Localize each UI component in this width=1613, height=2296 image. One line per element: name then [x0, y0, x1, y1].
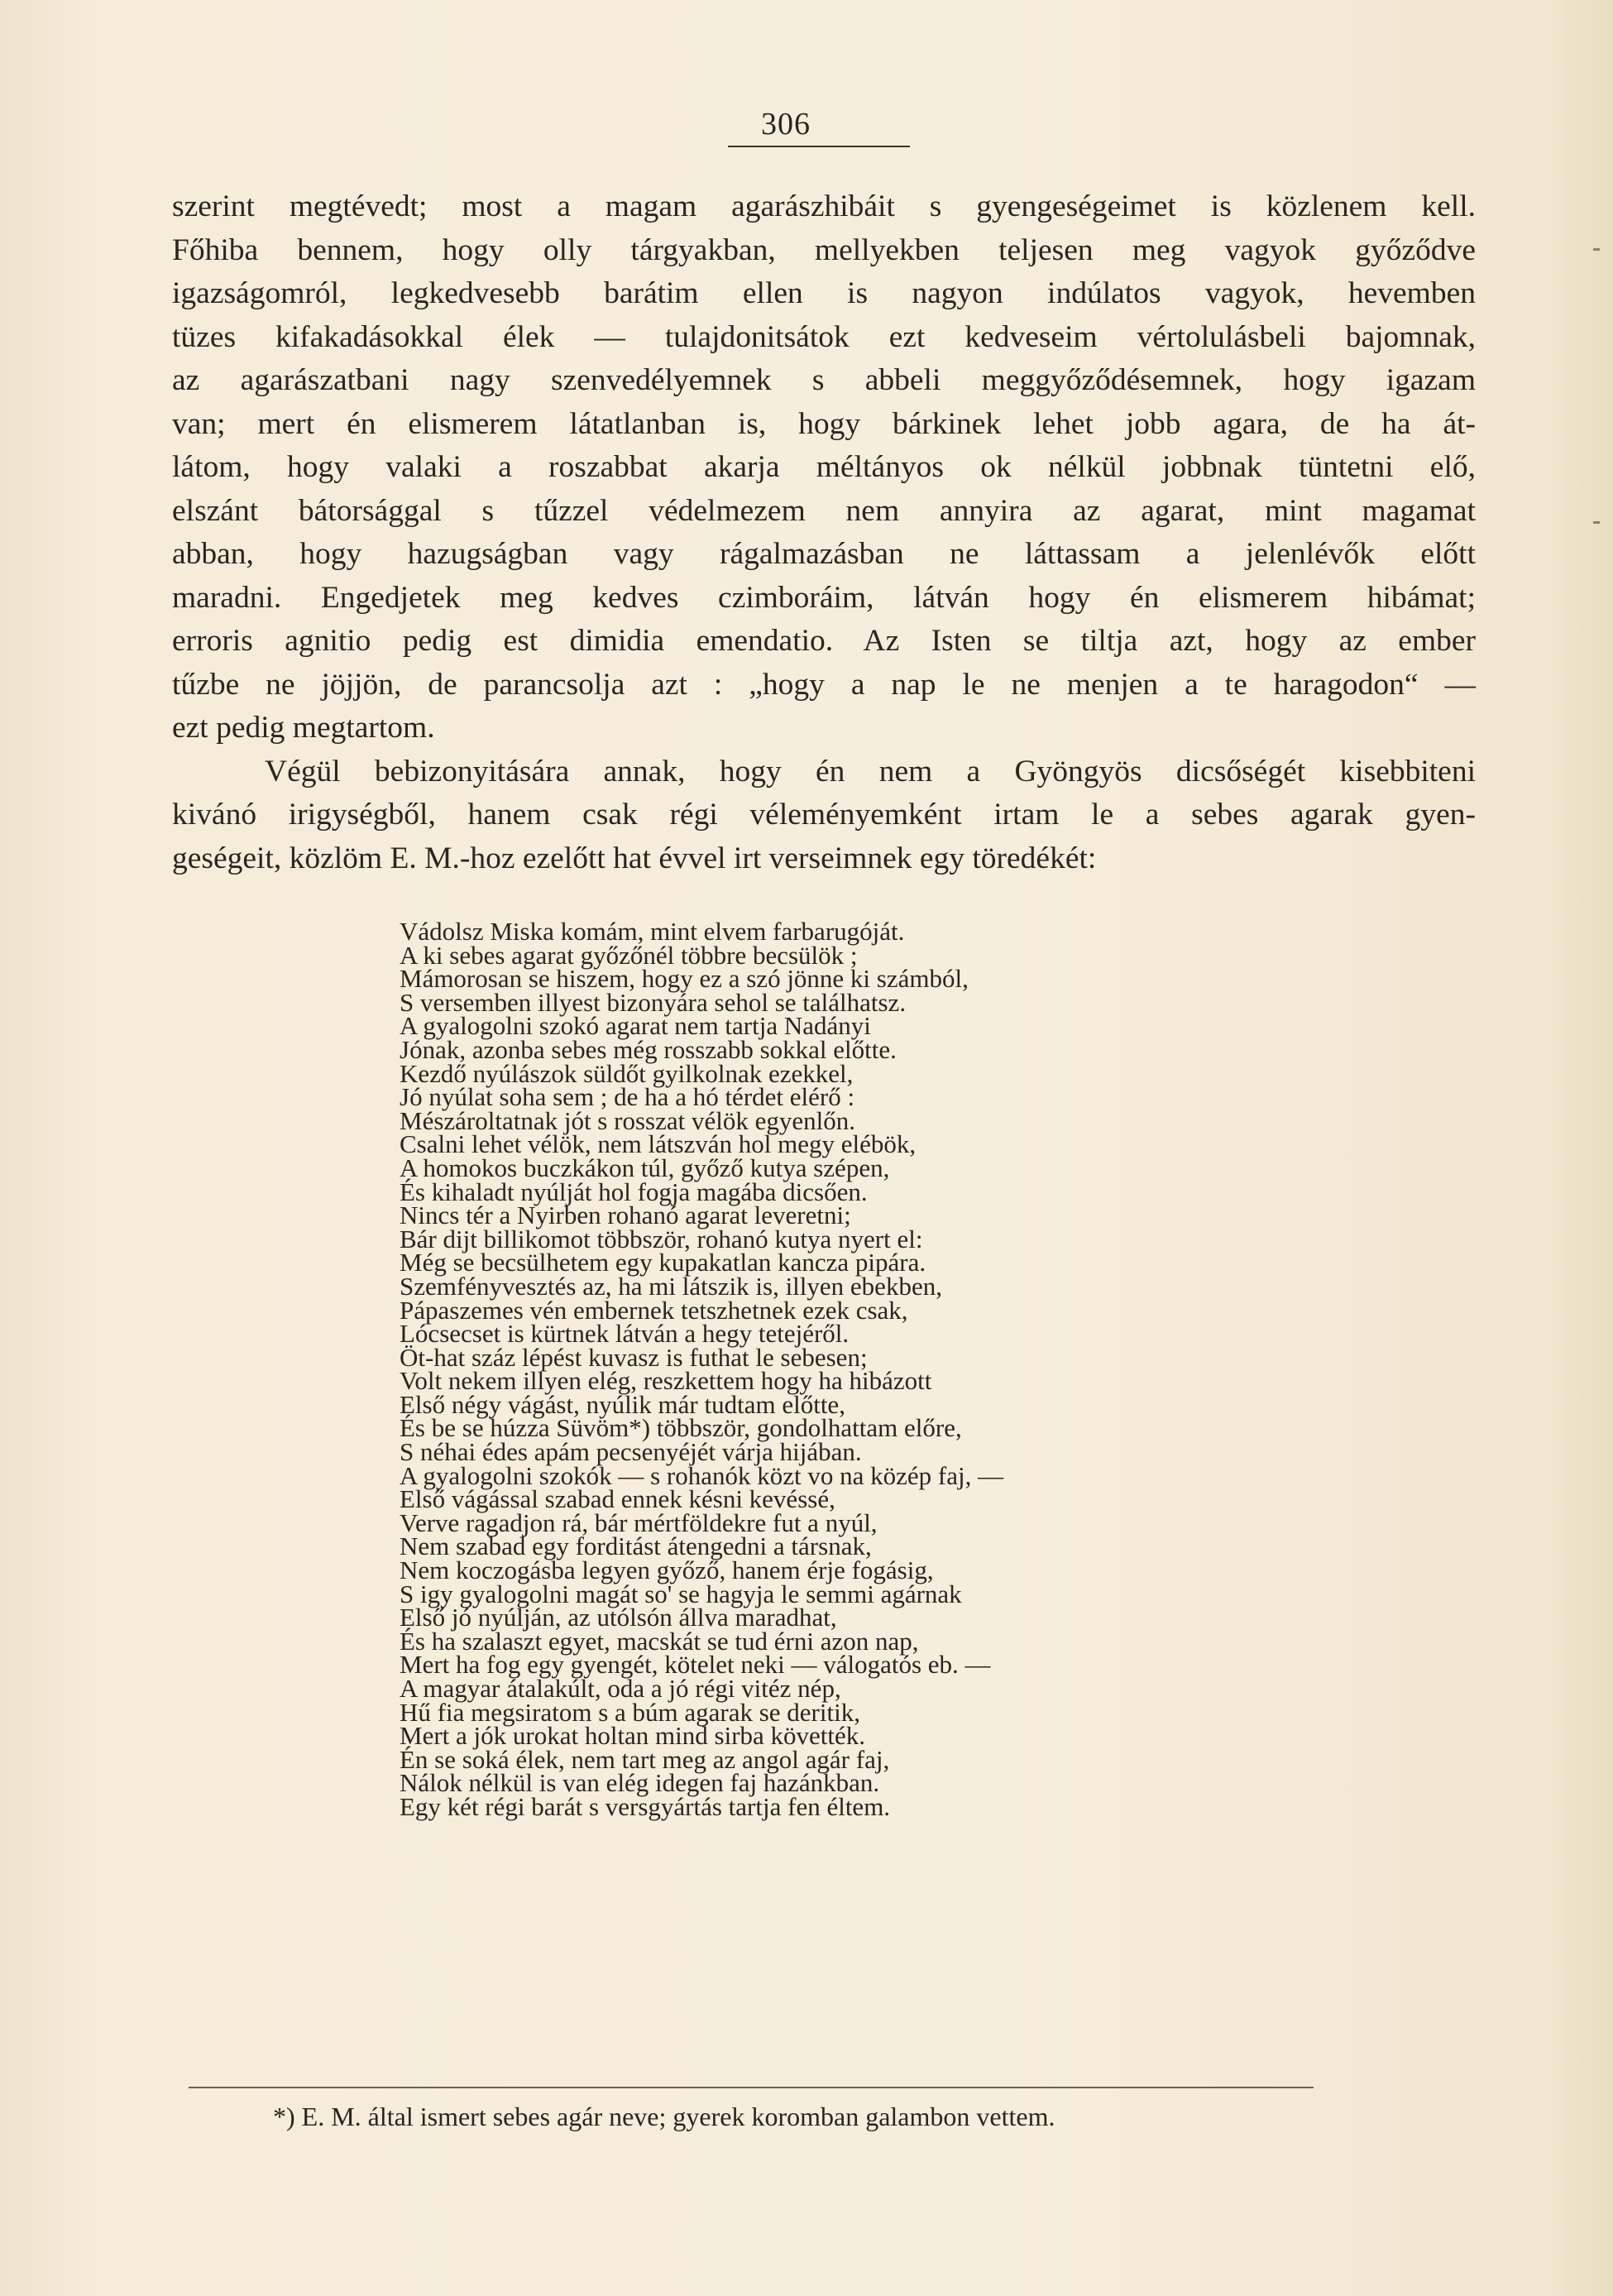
poem-line: Bár dijt billikomot többször, rohanó kutya nyert el:	[400, 1224, 923, 1253]
poem-line: Mert ha fog egy gyengét, kötelet neki — válogatós eb. —	[400, 1650, 991, 1680]
poem-line: A gyalogolni szokó agarat nem tartja Nadányi	[400, 1011, 871, 1041]
poem-line: Nem szabad egy forditást átengedni a társnak,	[400, 1531, 872, 1561]
text-line: erroris agnitio pedig est dimidia emendatio. Az Isten se tiltja azt, hogy az ember	[172, 624, 1476, 658]
poem-line: S néhai édes apám pecsenyéjét várja hijában.	[400, 1437, 862, 1467]
page-number: 306	[761, 107, 811, 141]
poem	[400, 917, 1004, 1821]
poem-line: Első négy vágást, nyúlik már tudtam előtte,	[400, 1389, 845, 1419]
poem-line: És kihaladt nyúlját hol fogja magába dicsően.	[400, 1177, 868, 1206]
text-line: elszánt bátorsággal s tűzzel védelmezem nem annyira az agarat, mint magamat	[172, 493, 1476, 528]
margin-mark	[1593, 521, 1600, 524]
poem-line: A homokos buczkákon túl, győző kutya szépen,	[400, 1153, 890, 1182]
poem-line: Szemfényvesztés az, ha mi látszik is, illyen ebekben,	[400, 1271, 942, 1301]
poem-line: Hű fia megsiratom s a búm agarak se deritik,	[400, 1697, 860, 1727]
poem-line: A gyalogolni szokók — s rohanók közt vo na közép faj, —	[400, 1460, 1004, 1490]
poem-line: Csalni lehet vélök, nem látszván hol megy elébök,	[400, 1129, 917, 1159]
poem-line: Én se soká élek, nem tart meg az angol agár faj,	[400, 1744, 890, 1774]
poem-line: Jónak, azonba sebes még rosszabb sokkal előtte.	[400, 1034, 897, 1064]
text-line: abban, hogy hazugságban vagy rágalmazásban ne láttassam a jelenlévők előtt	[172, 537, 1476, 571]
prose-body	[172, 185, 1476, 880]
poem-line: Nincs tér a Nyirben rohanó agarat leveretni;	[400, 1201, 851, 1230]
poem-line: Lócsecset is kürtnek látván a hegy tetejéről.	[400, 1319, 850, 1349]
poem-line: Mészároltatnak jót s rosszat vélök egyenlőn.	[400, 1105, 855, 1135]
poem-line: Mámorosan se hiszem, hogy ez a szó jönne ki számból,	[400, 964, 969, 994]
poem-line: Kezdő nyúlászok süldőt gyilkolnak ezekkel,	[400, 1058, 854, 1088]
footnote-rule	[189, 2087, 1314, 2088]
text-line: tűzbe ne jöjjön, de parancsolja azt : „hogy a nap le ne menjen a te haragodon“ —	[172, 667, 1476, 702]
poem-line: S igy gyalogolni magát so' se hagyja le semmi agárnak	[400, 1579, 962, 1608]
poem-line: Első vágással szabad ennek késni kevéssé,	[400, 1484, 835, 1514]
poem-line: Mert a jók urokat holtan mind sirba követték.	[400, 1721, 866, 1751]
text-line: tüzes kifakadásokkal élek — tulajdonitsátok ezt kedveseim vértolulásbeli bajomnak,	[172, 319, 1476, 354]
paragraph-1	[172, 185, 1476, 750]
poem-line: A ki sebes agarat győzőnél többre becsülök ;	[400, 940, 858, 970]
poem-line: Első jó nyúlján, az utólsón állva maradhat,	[400, 1603, 837, 1632]
header-rule	[728, 146, 910, 147]
poem-line: Még se becsülhetem egy kupakatlan kancza pipára.	[400, 1248, 926, 1277]
poem-line: A magyar átalakúlt, oda a jó régi vitéz nép,	[400, 1674, 841, 1703]
text-line: maradni. Engedjetek meg kedves czimboráim, látván hogy én elismerem hibámat;	[172, 580, 1476, 615]
margin-mark	[1593, 248, 1600, 251]
poem-line: Verve ragadjon rá, bár mértföldekre fut a nyúl,	[400, 1507, 878, 1537]
poem-line: Öt-hat száz lépést kuvasz is futhat le sebesen;	[400, 1342, 868, 1372]
poem-line: És ha szalaszt egyet, macskát se tud érni azon nap,	[400, 1626, 919, 1656]
poem-line: Volt nekem illyen elég, reszkettem hogy ha hibázott	[400, 1366, 932, 1396]
poem-line: És be se húzza Süvöm*) többször, gondolhattam előre,	[400, 1413, 962, 1443]
text-line: Főhiba bennem, hogy olly tárgyakban, mellyekben teljesen meg vagyok győződve	[172, 232, 1476, 267]
text-line: kivánó irigységből, hanem csak régi véleményemként irtam le a sebes agarak gyen-	[172, 798, 1476, 832]
footnote: *) E. M. által ismert sebes agár neve; gyerek koromban galambon vettem.	[273, 2102, 1055, 2131]
text-line: az agarászatbani nagy szenvedélyemnek s abbeli meggyőződésemnek, hogy igazam	[172, 363, 1476, 397]
text-line: szerint megtévedt; most a magam agarászhibáit s gyengeségeimet is közlenem kell.	[172, 189, 1476, 223]
text-line: van; mert én elismerem látatlanban is, hogy bárkinek lehet jobb agara, de ha át-	[172, 406, 1476, 441]
text-line: geségeit, közlöm E. M.-hoz ezelőtt hat évvel irt verseimnek egy töredékét:	[172, 841, 1097, 875]
paragraph-2	[172, 750, 1476, 881]
poem-line: S versemben illyest bizonyára sehol se találhatsz.	[400, 987, 907, 1017]
text-line: látom, hogy valaki a roszabbat akarja méltányos ok nélkül jobbnak tüntetni elő,	[172, 450, 1476, 484]
poem-line: Nálok nélkül is van elég idegen faj hazánkban.	[400, 1768, 880, 1798]
poem-line: Nem koczogásba legyen győző, hanem érje fogásig,	[400, 1555, 934, 1585]
text-line: igazságomról, legkedvesebb barátim ellen is nagyon indúlatos vagyok, hevemben	[172, 276, 1476, 310]
poem-line: Pápaszemes vén embernek tetszhetnek ezek csak,	[400, 1295, 908, 1325]
text-line: ezt pedig megtartom.	[172, 711, 435, 745]
text-line: Végül bebizonyitására annak, hogy én nem a Gyöngyös dicsőségét kisebbiteni	[265, 754, 1476, 789]
poem-line: Egy két régi barát s versgyártás tartja fen éltem.	[400, 1791, 891, 1821]
poem-line: Jó nyúlat soha sem ; de ha a hó térdet elérő :	[400, 1082, 855, 1112]
poem-line: Vádolsz Miska komám, mint elvem farbarugóját.	[400, 917, 905, 946]
